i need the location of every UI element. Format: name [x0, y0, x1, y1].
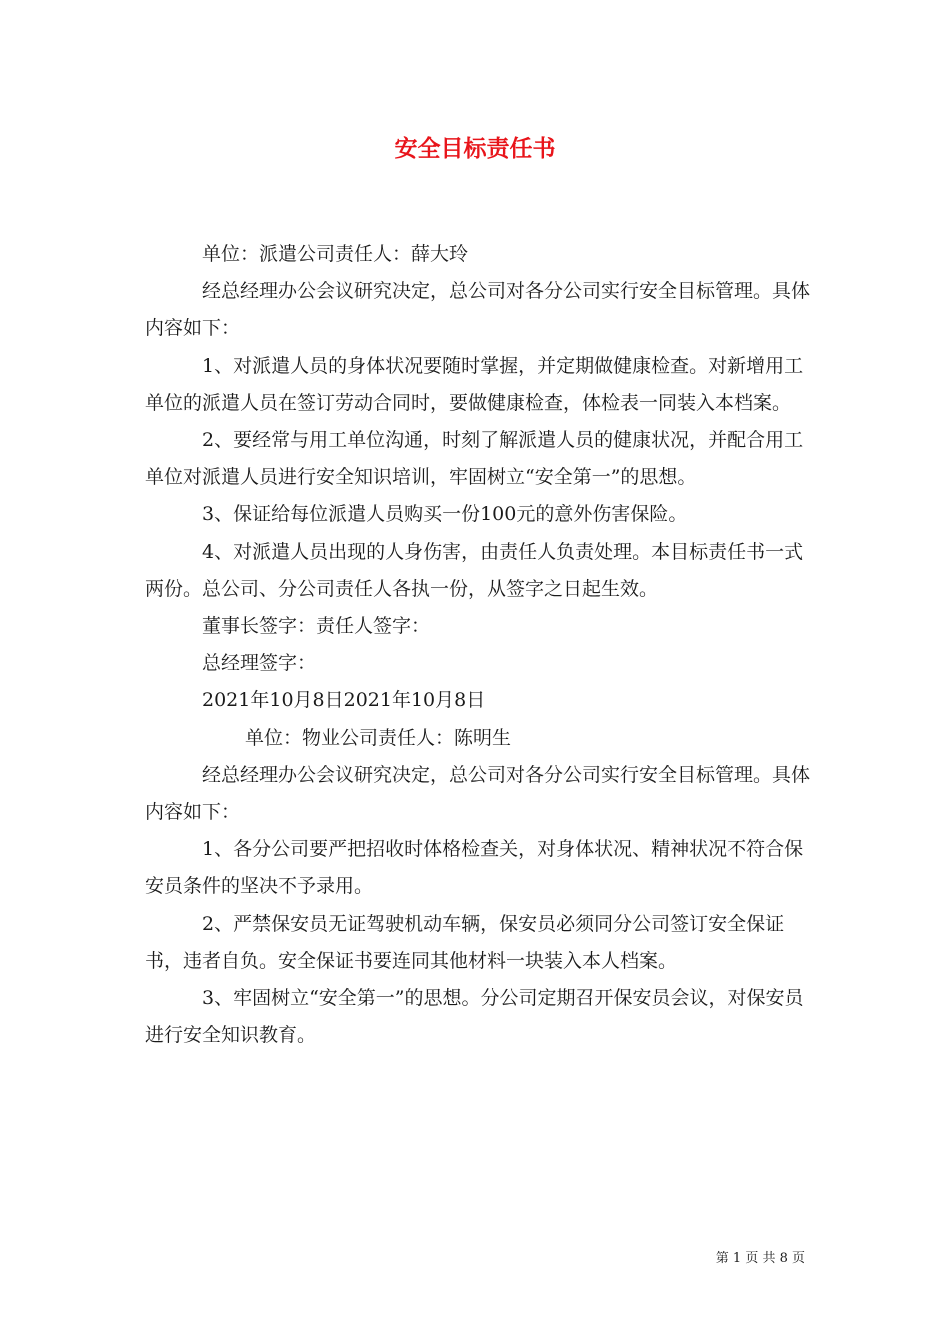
signature-line-chairman: 董事长签字：责任人签字：	[202, 615, 431, 638]
paragraph-item-2: 2、要经常与用工单位沟通，时刻了解派遣人员的健康状况，并配合用工单位对派遣人员进行安全知识培训，牢固树立“安全第一”的思想。	[145, 429, 804, 489]
document-title: 安全目标责任书	[394, 136, 556, 162]
paragraph-intro-1: 经总经理办公会议研究决定，总公司对各分公司实行安全目标管理。具体内容如下：	[145, 280, 811, 340]
paragraph-item-4: 4、对派遣人员出现的人身伤害，由责任人负责处理。本目标责任书一式两份。总公司、分公司责任人各执一份，从签字之日起生效。	[145, 540, 804, 600]
paragraph-rule-3: 3、牢固树立“安全第一”的思想。分公司定期召开保安员会议，对保安员进行安全知识教育。	[145, 987, 804, 1047]
unit-line-dispatch: 单位：派遣公司责任人：薛大玲	[202, 243, 469, 265]
paragraph-rule-2: 2、严禁保安员无证驾驶机动车辆，保安员必须同分公司签订安全保证书，违者自负。安全保证书要连同其他材料一块装入本人档案。	[145, 912, 785, 972]
paragraph-item-3: 3、保证给每位派遣人员购买一份100元的意外伤害保险。	[202, 503, 688, 526]
unit-line-property: 单位：物业公司责任人：陈明生	[245, 726, 512, 749]
paragraph-rule-1: 1、各分公司要严把招收时体格检查关，对身体状况、精神状况不符合保安员条件的坚决不予录用。	[145, 838, 804, 898]
date-line: 2021年10月8日2021年10月8日	[202, 689, 486, 712]
page-number: 第 1 页 共 8 页	[715, 1251, 805, 1266]
signature-line-manager: 总经理签字：	[202, 652, 317, 675]
paragraph-item-1: 1、对派遣人员的身体状况要随时掌握，并定期做健康检查。对新增用工单位的派遣人员在签订劳动合同时，要做健康检查，体检表一同装入本档案。	[145, 354, 804, 414]
document-body	[145, 236, 810, 1054]
paragraph-intro-2: 经总经理办公会议研究决定，总公司对各分公司实行安全目标管理。具体内容如下：	[145, 763, 811, 824]
